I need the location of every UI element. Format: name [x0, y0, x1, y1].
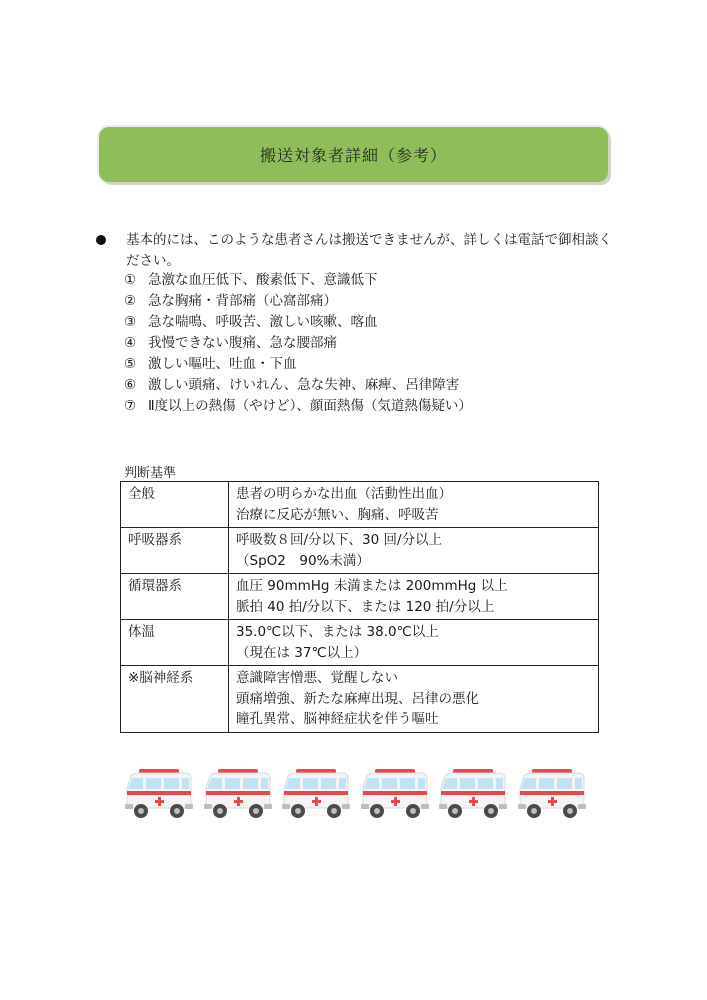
list-item	[124, 312, 624, 333]
list-item	[124, 396, 624, 417]
item-number: ⑦	[124, 398, 137, 414]
criteria-cell	[229, 574, 599, 620]
list-item	[124, 375, 624, 396]
intro-text: 基本的には、このような患者さんは搬送できませんが、詳しくは電話で御相談ください。	[126, 232, 612, 269]
criteria-cell	[229, 666, 599, 733]
criteria-line: （現在は 37℃以上）	[236, 644, 368, 661]
criteria-line: 治療に反応が無い、胸痛、呼吸苦	[236, 506, 439, 523]
ambulance-icon	[518, 768, 586, 820]
criteria-line: 瞳孔異常、脳神経症状を伴う嘔吐	[236, 711, 439, 727]
category-cell: 循環器系	[121, 574, 229, 620]
item-text: 急な喘鳴、呼吸苦、激しい咳嗽、喀血	[148, 314, 378, 330]
table-row	[121, 482, 599, 528]
page-title: 搬送対象者詳細（参考）	[259, 146, 447, 165]
ambulance-icon	[125, 768, 193, 820]
category-cell: 体温	[121, 620, 229, 666]
bullet-icon	[96, 235, 106, 245]
criteria-line: 血圧 90mmHg 未満または 200mmHg 以上	[236, 578, 508, 594]
item-text: 我慢できない腹痛、急な腰部痛	[148, 335, 337, 351]
item-number: ⑤	[124, 356, 137, 372]
criteria-line: 意識障害憎悪、覚醒しない	[236, 670, 398, 686]
title-banner	[99, 127, 608, 182]
list-item	[124, 333, 624, 354]
criteria-line: （SpO2 90%未満）	[236, 552, 370, 569]
item-number: ③	[124, 314, 137, 330]
table-caption: 判断基準	[124, 466, 177, 481]
criteria-line: 脈拍 40 拍/分以下、または 120 拍/分以上	[236, 598, 495, 615]
criteria-line: 患者の明らかな出血（活動性出血）	[236, 486, 452, 502]
ambulance-row	[125, 768, 595, 820]
criteria-cell	[229, 620, 599, 666]
ambulance-icon	[204, 768, 272, 820]
conditions-list	[124, 270, 624, 417]
table-row	[121, 574, 599, 620]
table-row	[121, 528, 599, 574]
category-cell: ※脳神経系	[121, 666, 229, 733]
category-cell: 全般	[121, 482, 229, 528]
criteria-table	[120, 481, 599, 733]
criteria-line: 呼吸数８回/分以下、30 回/分以上	[236, 532, 443, 548]
ambulance-icon	[439, 768, 507, 820]
criteria-cell	[229, 528, 599, 574]
item-text: 急な胸痛・背部痛（心窩部痛）	[148, 293, 337, 309]
item-number: ④	[124, 335, 137, 351]
item-text: Ⅱ度以上の熱傷（やけど）、顔面熱傷（気道熱傷疑い）	[148, 398, 472, 414]
category-cell: 呼吸器系	[121, 528, 229, 574]
item-text: 激しい嘔吐、吐血・下血	[148, 356, 297, 372]
item-text: 急激な血圧低下、酸素低下、意識低下	[148, 272, 378, 288]
list-item	[124, 291, 624, 312]
item-number: ②	[124, 293, 137, 309]
table-row	[121, 620, 599, 666]
list-item	[124, 270, 624, 291]
list-item	[124, 354, 624, 375]
item-text: 激しい頭痛、けいれん、急な失神、麻痺、呂律障害	[148, 377, 460, 393]
item-number: ①	[124, 272, 137, 288]
intro-paragraph	[96, 230, 616, 272]
criteria-cell	[229, 482, 599, 528]
criteria-line: 35.0℃以下、または 38.0℃以上	[236, 624, 439, 640]
table-row	[121, 666, 599, 733]
ambulance-icon	[282, 768, 350, 820]
criteria-line: 頭痛増強、新たな麻痺出現、呂律の悪化	[236, 690, 479, 707]
ambulance-icon	[361, 768, 429, 820]
item-number: ⑥	[124, 377, 137, 393]
